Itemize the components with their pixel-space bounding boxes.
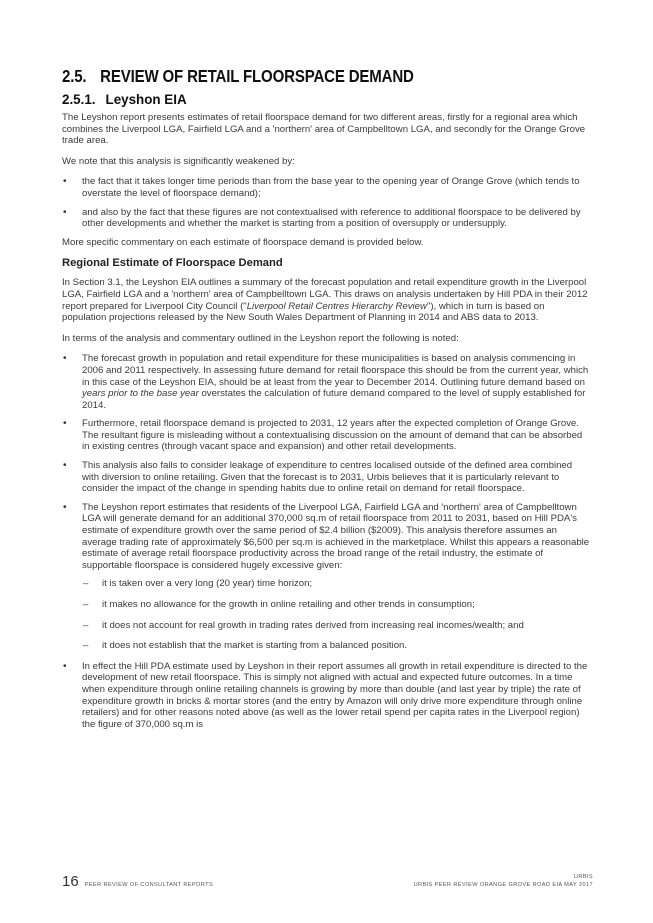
footer-right <box>414 873 593 889</box>
document-page <box>62 66 590 737</box>
subsection-heading <box>62 92 590 107</box>
regional-bullet-item: • This analysis also fails to consider leakage of expenditure to centres localised outside of the defined area combined with diversion to online retailing. Given that the forecast is to 2031, Urbis believes that it is particularly relevant to consider the impact of the change in spending habits due to online retail on demand for retail floorspace. <box>62 460 590 495</box>
dash-list <box>82 578 590 651</box>
regional-bullet-item: • The Leyshon report estimates that residents of the Liverpool LGA, Fairfield LGA and 'northern' area of Campbelltown LGA will generate demand for an additional 370,000 sq.m of retail floorspace from 2011 to 2031, based on Hill PDA's estimate of expenditure growth over the same period of $2.4 billion ($2009). This analysis therefore assumes an average trading rate of approximately $6,500 per sq.m is achieved in the marketplace. Whilst this appears a reasonable estimate of average retail floorspace productivity across the broad range of the retail industry, the estimate of supportable floorspace is considered hugely excessive given: – it is taken over a very long (20 year) time horizon; – it makes no allowance for the growth in online retailing and other trends in consumption; – it does not account for real growth in trading rates derived from increasing real incomes/wealth; and – it does not establish that the market is starting from a balanced position. <box>62 502 590 652</box>
intro-lead-paragraph: We note that this analysis is significantly weakened by: <box>62 155 295 167</box>
subsection-number: 2.5.1. <box>62 92 96 107</box>
intro-bullet-item: • the fact that it takes longer time periods than from the base year to the opening year of Orange Grove (which tends to overstate the level of floorspace demand); <box>62 176 590 199</box>
intro-closing-paragraph: More specific commentary on each estimate of floorspace demand is provided below. <box>62 236 424 248</box>
dash-item: – it does not account for real growth in trading rates derived from increasing real incomes/wealth; and <box>82 620 590 632</box>
emphasis-italic: years prior to the base year <box>82 388 199 400</box>
intro-bullet-item: • and also by the fact that these figures are not contextualised with reference to additional floorspace to be delivered by other developments and whether the market is starting from a position of oversupply or undersupply. <box>62 207 590 230</box>
dash-item: – it is taken over a very long (20 year) time horizon; <box>82 578 590 590</box>
report-title-italic: Liverpool Retail Centres Hierarchy Review <box>246 300 427 312</box>
regional-heading: Regional Estimate of Floorspace Demand <box>62 257 283 270</box>
section-number: 2.5. <box>62 66 87 86</box>
footer-brand: URBIS <box>573 874 593 880</box>
footer-section-label: PEER REVIEW OF CONSULTANT REPORTS <box>84 882 214 888</box>
dash-item: – it makes no allowance for the growth in online retailing and other trends in consumption; <box>82 599 590 611</box>
regional-bullet-item: • The forecast growth in population and retail expenditure for these municipalities is based on analysis commencing in 2006 and 2011 respectively. In assessing future demand for retail floorspace this should be from the current year, which in this case of the Leyshon EIA, should be at least from the year to December 2014. Outlining future demand based on years prior to the base year overstates the calculation of future demand compared to the level of supply established for 2014. <box>62 353 590 411</box>
intro-bullet-list <box>62 176 590 229</box>
regional-bullet-item: • Furthermore, retail floorspace demand is projected to 2031, 12 years after the expected completion of Orange Grove. The resultant figure is misleading without a contextualising discussion on the amount of demand that can be absorbed in existing centres (through vacant space and expansion) and other retail developments. <box>62 418 590 453</box>
footer-document-label: URBIS PEER REVIEW ORANGE GROVE ROAD EIA MAY 2017 <box>413 882 593 888</box>
section-heading <box>62 66 516 88</box>
regional-bullet-list <box>62 353 590 730</box>
page-number: 16 <box>62 873 79 890</box>
regional-paragraph: In Section 3.1, the Leyshon EIA outlines a summary of the forecast population and retail expenditure growth in the Liverpool LGA, Fairfield LGA and a 'northern' area of Campbelltown LGA. This draws on analysis undertaken by Hill PDA in their 2012 report prepared for Liverpool City Council ("Liverpool Retail Centres Hierarchy Review"), which in turn is based on population projections released by the New South Wales Department of Planning in 2014 and ABS data to 2013. <box>62 277 588 324</box>
subsection-title: Leyshon EIA <box>105 92 187 107</box>
intro-paragraph: The Leyshon report presents estimates of retail floorspace demand for two different areas, firstly for a regional area which combines the Liverpool LGA, Fairfield LGA and a 'northern' area of Campbelltown LGA, and secondly for the Orange Grove trade area. <box>62 112 586 147</box>
section-title: REVIEW OF RETAIL FLOORSPACE DEMAND <box>100 66 414 86</box>
regional-bullet-item: • In effect the Hill PDA estimate used by Leyshon in their report assumes all growth in retail expenditure is directed to the development of new retail floorspace. This is simply not aligned with actual and expected future outcomes. In a time when expenditure through online retailing channels is growing by more than double (and last year by triple) the rate of expenditure growth in bricks & mortar stores (and the entry by Amazon will only drive more expenditure through online retailers) and for other reasons noted above (as well as the lower retail spend per capita rates in the Liverpool region) the figure of 370,000 sq.m is <box>62 661 590 731</box>
dash-item: – it does not establish that the market is starting from a balanced position. <box>82 640 590 652</box>
footer-left <box>62 873 213 890</box>
regional-lead-paragraph: In terms of the analysis and commentary outlined in the Leyshon report the following is noted: <box>62 332 459 344</box>
